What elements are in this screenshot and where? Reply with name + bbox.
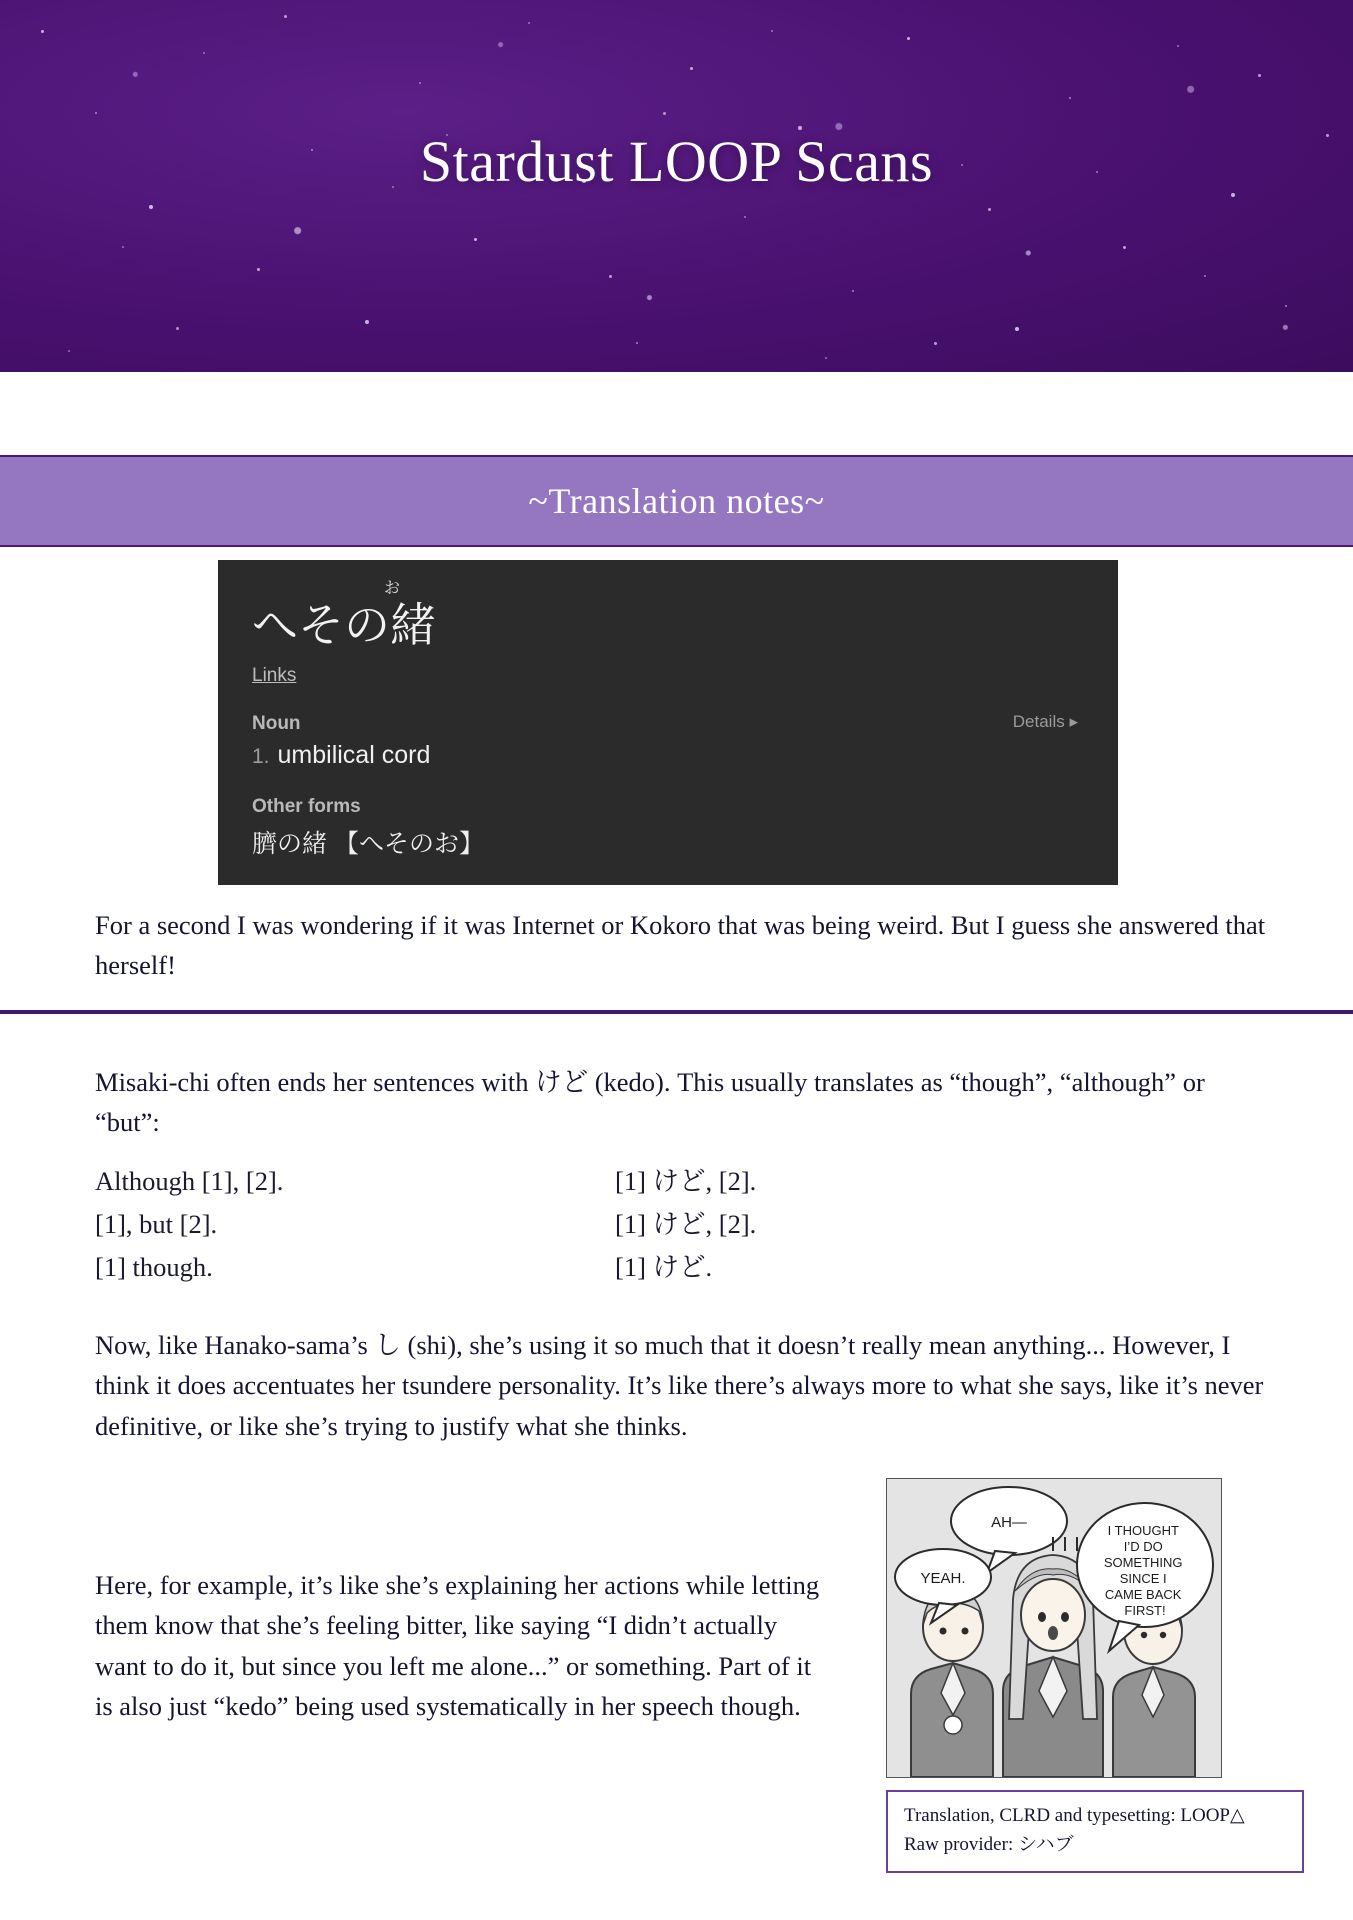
manga-panel-image: [886, 1478, 1222, 1778]
note-paragraph-1: For a second I was wondering if it was Internet or Kokoro that was being weird. But I guess she answered that herself!: [95, 910, 1266, 981]
sense-number: 1.: [252, 744, 270, 768]
sense-text: umbilical cord: [277, 740, 431, 769]
kedo-japanese-2: [1] けど.: [615, 1251, 713, 1282]
other-forms-value: 臍の緒 【へそのお】: [252, 829, 484, 858]
details-link[interactable]: Details ▸: [1012, 712, 1078, 731]
table-row: [95, 1160, 915, 1203]
credits-box: [886, 1790, 1304, 1873]
table-row: [95, 1203, 915, 1246]
kedo-english-0: Although [1], [2].: [95, 1166, 284, 1196]
kedo-intro-paragraph: Misaki-chi often ends her sentences with けど (kedo). This usually translates as “though”, “although” or “but”:: [95, 1067, 1205, 1138]
manga-artwork: [887, 1479, 1221, 1777]
dictionary-headword: へその緒: [252, 599, 436, 651]
furigana-reading: お: [384, 580, 401, 597]
kedo-body-paragraph: Now, like Hanako-sama’s し (shi), she’s using it so much that it doesn’t really mean anything... However, I think it does accentuates her tsundere personality. It’s like there’s always more to what she says, like it’s never definitive, or like she’s trying to justify what she thinks.: [95, 1330, 1264, 1441]
kedo-english-2: [1] though.: [95, 1251, 213, 1282]
kedo-english-1: [1], but [2].: [95, 1208, 218, 1239]
credits-line-1: Translation, CLRD and typesetting: LOOP△: [904, 1805, 1245, 1826]
dictionary-entry-screenshot: [218, 560, 1118, 885]
table-row: [95, 1246, 915, 1289]
kedo-japanese-1: [1] けど, [2].: [615, 1208, 757, 1239]
site-title: Stardust LOOP Scans: [419, 129, 934, 194]
svg-text:YEAH.: YEAH.: [920, 1570, 966, 1587]
example-paragraph: Here, for example, it’s like she’s explaining her actions while letting them know that she’s feeling bitter, like saying “I didn’t actually want to do it, but since you left me alone...” or something. Part of it is also just “kedo” being used systematically in her speech though.: [95, 1570, 820, 1721]
kedo-japanese-0: [1] けど, [2].: [615, 1166, 757, 1196]
section-title: ~Translation notes~: [528, 481, 825, 521]
kedo-examples-table: [95, 1160, 915, 1289]
part-of-speech-label: Noun: [252, 712, 301, 734]
sense-row: [252, 741, 1084, 770]
other-forms-label: Other forms: [252, 795, 361, 817]
svg-text:I THOUGHT I’D DO S: I THOUGHT I’D DO SOMETHING SINCE I CAME BACK FIRST!: [1103, 1523, 1183, 1618]
links-link[interactable]: Links: [252, 664, 297, 686]
translation-notes-bar: [0, 455, 1353, 547]
svg-text:AH—: AH—: [991, 1514, 1027, 1531]
header-banner: [0, 0, 1353, 372]
credits-line-2: Raw provider: シハブ: [904, 1833, 1074, 1855]
section-divider: [0, 1010, 1353, 1014]
